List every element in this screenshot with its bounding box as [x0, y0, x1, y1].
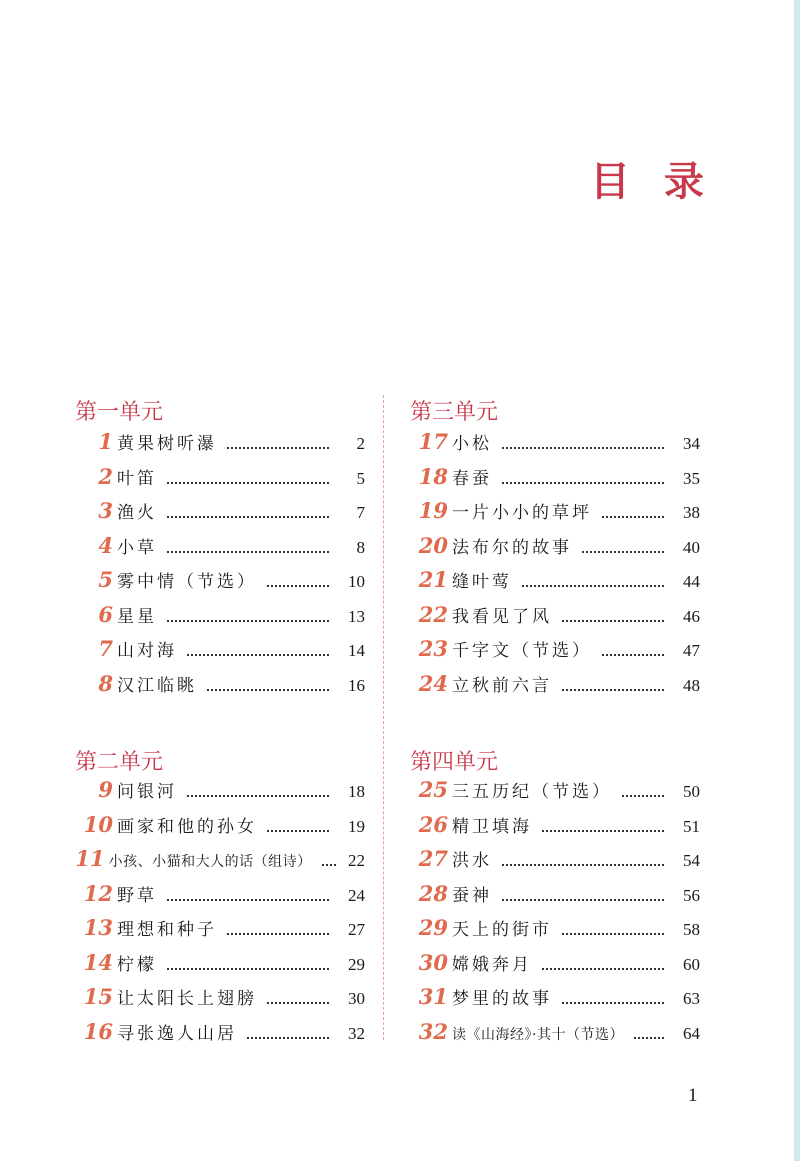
lesson-title: 天上的街市 [452, 920, 552, 940]
dot-leader [322, 864, 336, 866]
lesson-title: 画家和他的孙女 [117, 816, 257, 837]
lesson-page-number: 54 [683, 851, 700, 870]
lesson-page-number: 60 [683, 954, 700, 974]
lesson-title: 梦里的故事 [452, 989, 552, 1009]
lesson-number: 14 [83, 949, 113, 975]
lesson-page-number: 14 [348, 641, 365, 660]
toc-entry[interactable] [410, 671, 700, 706]
toc-entry[interactable] [75, 533, 365, 568]
lesson-title: 嫦娥奔月 [452, 954, 532, 975]
toc-entry[interactable] [75, 429, 365, 464]
lesson-page-number: 56 [683, 885, 700, 905]
lesson-page-number: 50 [683, 782, 700, 801]
dot-leader [267, 585, 329, 587]
toc-entry[interactable] [410, 567, 700, 602]
lesson-title: 三五历纪（节选） [452, 782, 612, 802]
dot-leader [187, 795, 329, 797]
page-title: 目 录 [590, 159, 714, 205]
lesson-title: 让太阳长上翅膀 [117, 989, 257, 1009]
dot-leader [167, 482, 329, 484]
lesson-number: 10 [83, 811, 113, 837]
dot-leader [502, 899, 664, 901]
toc-entry[interactable] [75, 671, 365, 706]
lesson-number: 9 [98, 777, 113, 802]
lesson-number: 8 [98, 670, 113, 696]
page-edge-stripe [794, 0, 800, 1161]
dot-leader [634, 1037, 664, 1039]
dot-leader [167, 968, 329, 970]
lesson-page-number: 48 [683, 675, 700, 695]
toc-entry[interactable] [410, 1019, 700, 1054]
lesson-title: 星星 [117, 606, 157, 627]
toc-entry[interactable] [75, 915, 365, 950]
lesson-page-number: 38 [683, 503, 700, 522]
lesson-title: 读《山海经》·其十（节选） [452, 1026, 624, 1043]
dot-leader [542, 968, 664, 970]
lesson-title: 黄果树听瀑 [117, 434, 217, 454]
lesson-number: 22 [418, 601, 448, 627]
lesson-page-number: 47 [683, 641, 700, 660]
dot-leader [227, 447, 329, 449]
lesson-page-number: 5 [356, 468, 365, 488]
dot-leader [167, 620, 329, 622]
lesson-number: 30 [418, 949, 448, 975]
lesson-title: 雾中情（节选） [117, 572, 257, 592]
lesson-page-number: 44 [683, 572, 700, 591]
dot-leader [247, 1037, 329, 1039]
dot-leader [502, 864, 664, 866]
page-number: 1 [688, 1085, 698, 1106]
lesson-title: 春蚕 [452, 468, 492, 489]
lesson-page-number: 46 [683, 606, 700, 626]
toc-entry[interactable] [410, 602, 700, 637]
dot-leader [562, 620, 664, 622]
lesson-number: 15 [83, 984, 113, 1009]
lesson-title: 我看见了风 [452, 606, 552, 627]
toc-entry[interactable] [410, 429, 700, 464]
lesson-page-number: 22 [348, 851, 365, 870]
lesson-page-number: 35 [683, 468, 700, 488]
lesson-page-number: 10 [348, 572, 365, 591]
toc-entry[interactable] [75, 498, 365, 533]
lesson-title: 千字文（节选） [452, 641, 592, 661]
lesson-title: 问银河 [117, 782, 177, 802]
unit-lessons [75, 429, 365, 705]
toc-entry[interactable] [75, 567, 365, 602]
lesson-number: 3 [98, 498, 113, 523]
dot-leader [187, 654, 329, 656]
lesson-title: 山对海 [117, 641, 177, 661]
lesson-number: 23 [418, 636, 448, 661]
lesson-title: 缝叶莺 [452, 572, 512, 592]
toc-entry[interactable] [410, 915, 700, 950]
dot-leader [227, 933, 329, 935]
toc-entry[interactable] [410, 950, 700, 985]
dot-leader [502, 447, 664, 449]
dot-leader [207, 689, 329, 691]
lesson-number: 18 [418, 463, 448, 489]
dot-leader [167, 899, 329, 901]
lesson-page-number: 8 [356, 537, 365, 557]
dot-leader [167, 551, 329, 553]
lesson-page-number: 34 [683, 434, 700, 453]
dot-leader [542, 830, 664, 832]
lesson-number: 27 [418, 846, 448, 871]
toc-entry[interactable] [75, 636, 365, 671]
unit-heading: 第一单元 [75, 400, 164, 425]
lesson-number: 12 [83, 880, 113, 906]
dot-leader [167, 516, 329, 518]
unit-heading: 第三单元 [410, 400, 499, 425]
lesson-page-number: 13 [348, 606, 365, 626]
toc-entry[interactable] [410, 984, 700, 1019]
lesson-title: 叶笛 [117, 468, 157, 489]
toc-entry[interactable] [75, 984, 365, 1019]
dot-leader [582, 551, 664, 553]
lesson-number: 16 [83, 1018, 113, 1044]
toc-entry[interactable] [75, 777, 365, 812]
lesson-title: 蚕神 [452, 885, 492, 906]
lesson-number: 7 [98, 636, 113, 661]
lesson-title: 法布尔的故事 [452, 537, 572, 558]
toc-entry[interactable] [410, 812, 700, 847]
lesson-title: 小草 [117, 537, 157, 558]
lesson-page-number: 32 [348, 1023, 365, 1043]
column-divider [383, 395, 384, 1040]
dot-leader [267, 1002, 329, 1004]
toc-entry[interactable] [410, 846, 700, 881]
lesson-page-number: 19 [348, 816, 365, 836]
dot-leader [267, 830, 329, 832]
unit-lessons [410, 429, 700, 705]
dot-leader [502, 482, 664, 484]
toc-entry[interactable] [410, 636, 700, 671]
lesson-number: 25 [418, 777, 448, 802]
lesson-title: 小松 [452, 434, 492, 454]
toc-entry[interactable] [75, 812, 365, 847]
dot-leader [562, 689, 664, 691]
lesson-page-number: 2 [356, 434, 365, 453]
dot-leader [522, 585, 664, 587]
lesson-title: 洪水 [452, 851, 492, 871]
lesson-title: 寻张逸人山居 [117, 1023, 237, 1044]
lesson-title: 一片小小的草坪 [452, 503, 592, 523]
toc-entry[interactable] [410, 881, 700, 916]
lesson-number: 19 [418, 498, 448, 523]
toc-entry[interactable] [75, 464, 365, 499]
lesson-number: 4 [98, 532, 113, 558]
lesson-title: 渔火 [117, 503, 157, 523]
lesson-title: 理想和种子 [117, 920, 217, 940]
lesson-number: 24 [418, 670, 448, 696]
lesson-page-number: 63 [683, 989, 700, 1008]
lesson-page-number: 16 [348, 675, 365, 695]
lesson-number: 20 [418, 532, 448, 558]
lesson-page-number: 40 [683, 537, 700, 557]
lesson-number: 29 [418, 915, 448, 940]
toc-entry[interactable] [410, 498, 700, 533]
lesson-title: 野草 [117, 885, 157, 906]
toc-entry[interactable] [75, 1019, 365, 1054]
unit-lessons [75, 777, 365, 1053]
dot-leader [622, 795, 664, 797]
dot-leader [602, 654, 664, 656]
lesson-number: 1 [98, 429, 113, 454]
dot-leader [562, 933, 664, 935]
lesson-page-number: 30 [348, 989, 365, 1008]
lesson-title: 小孩、小猫和大人的话（组诗） [108, 854, 312, 870]
unit-heading: 第四单元 [410, 750, 499, 775]
toc-entry[interactable] [410, 533, 700, 568]
lesson-page-number: 51 [683, 816, 700, 836]
lesson-number: 32 [418, 1018, 448, 1044]
lesson-number: 13 [83, 915, 113, 940]
dot-leader [602, 516, 664, 518]
lesson-number: 2 [98, 463, 113, 489]
lesson-page-number: 58 [683, 920, 700, 939]
lesson-number: 17 [418, 429, 448, 454]
toc-entry[interactable] [410, 777, 700, 812]
lesson-number: 28 [418, 880, 448, 906]
lesson-title: 精卫填海 [452, 816, 532, 837]
lesson-number: 5 [98, 567, 113, 592]
lesson-number: 21 [418, 567, 448, 592]
lesson-page-number: 7 [356, 503, 365, 522]
lesson-title: 立秋前六言 [452, 675, 552, 696]
lesson-number: 26 [418, 811, 448, 837]
lesson-title: 柠檬 [117, 954, 157, 975]
lesson-page-number: 27 [348, 920, 365, 939]
lesson-title: 汉江临眺 [117, 675, 197, 696]
lesson-page-number: 18 [348, 782, 365, 801]
toc-entry[interactable] [75, 950, 365, 985]
toc-entry[interactable] [75, 846, 365, 881]
lesson-page-number: 64 [683, 1023, 700, 1043]
unit-lessons [410, 777, 700, 1053]
unit-heading: 第二单元 [75, 750, 164, 775]
lesson-number: 31 [418, 984, 448, 1009]
dot-leader [562, 1002, 664, 1004]
lesson-number: 6 [98, 601, 113, 627]
lesson-number: 11 [75, 846, 105, 871]
toc-entry[interactable] [75, 602, 365, 637]
lesson-page-number: 29 [348, 954, 365, 974]
lesson-page-number: 24 [348, 885, 365, 905]
toc-entry[interactable] [75, 881, 365, 916]
toc-entry[interactable] [410, 464, 700, 499]
